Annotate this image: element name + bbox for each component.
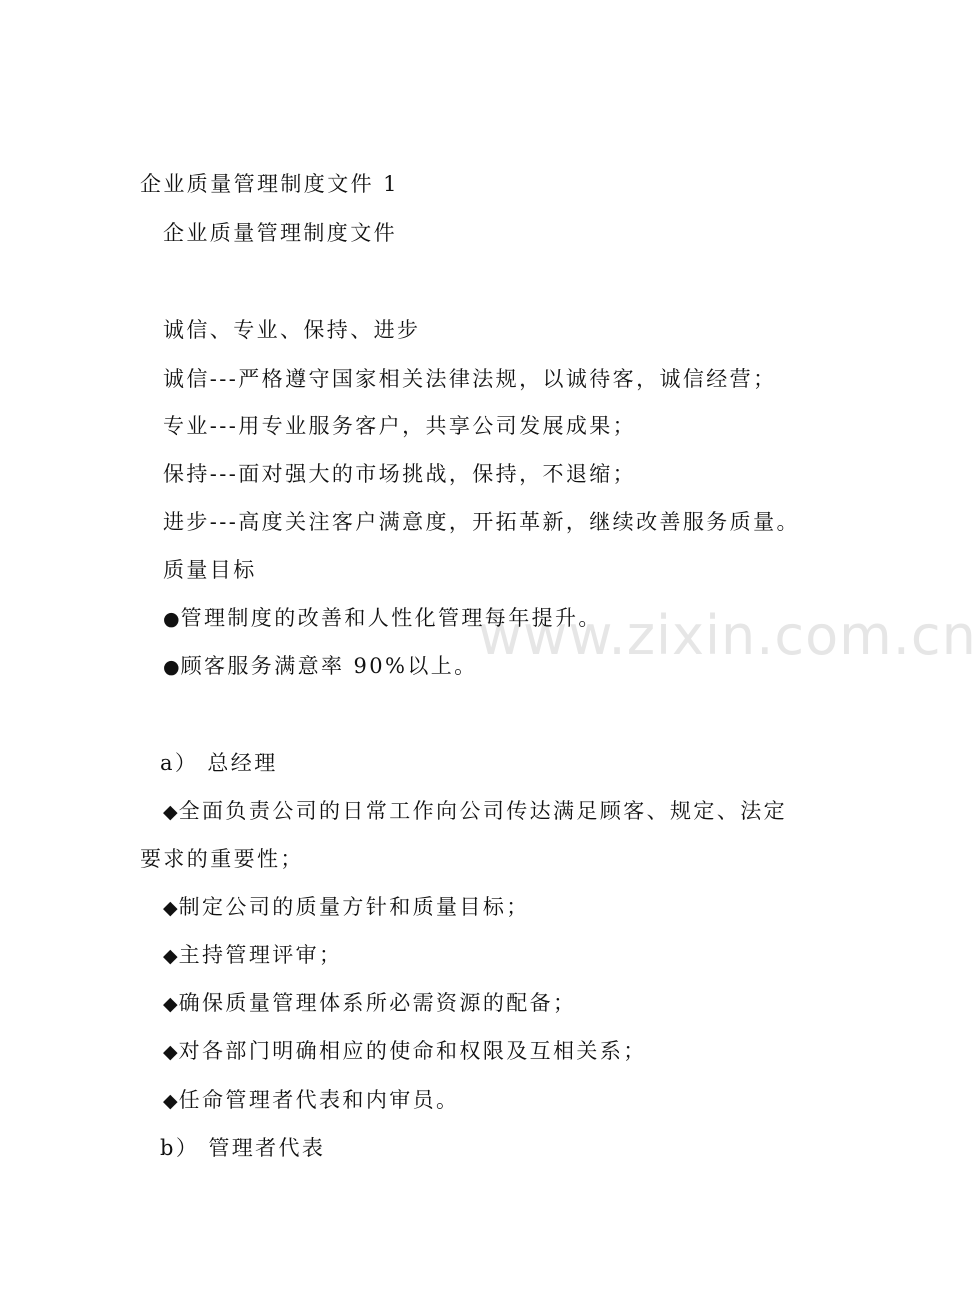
section-a-item-text: 主持管理评审； bbox=[178, 943, 343, 967]
section-a-heading: a） 总经理 bbox=[160, 751, 278, 775]
section-a-item-text: 确保质量管理体系所必需资源的配备； bbox=[178, 991, 577, 1015]
watermark: www.zixin.com.cn bbox=[478, 604, 977, 667]
bullet-diamond-icon: ◆ bbox=[163, 1041, 178, 1063]
bullet-dot-icon: ● bbox=[163, 656, 180, 678]
value-item-persistence: 保持---面对强大的市场挑战，保持，不退缩； bbox=[163, 462, 637, 486]
bullet-diamond-icon: ◆ bbox=[163, 1090, 178, 1112]
bullet-dot-icon: ● bbox=[163, 608, 180, 630]
values-heading: 诚信、专业、保持、进步 bbox=[163, 318, 421, 342]
goal-item bbox=[163, 652, 478, 681]
goal-item-text: 顾客服务满意率 90%以上。 bbox=[180, 654, 478, 678]
section-a-item-text: 对各部门明确相应的使命和权限及互相关系； bbox=[178, 1039, 647, 1063]
section-a-item-text: 任命管理者代表和内审员。 bbox=[178, 1088, 460, 1112]
section-a-item bbox=[163, 941, 342, 970]
bullet-diamond-icon: ◆ bbox=[163, 945, 178, 967]
goals-heading: 质量目标 bbox=[163, 558, 257, 582]
section-a-item-continuation: 要求的重要性； bbox=[140, 847, 304, 871]
section-b-heading: b） 管理者代表 bbox=[160, 1136, 326, 1160]
section-a-item-text: 全面负责公司的日常工作向公司传达满足顾客、规定、法定 bbox=[178, 799, 788, 823]
section-a-item bbox=[163, 989, 576, 1018]
value-item-integrity: 诚信---严格遵守国家相关法律法规，以诚待客，诚信经营； bbox=[163, 367, 777, 391]
value-item-progress: 进步---高度关注客户满意度，开拓革新，继续改善服务质量。 bbox=[163, 510, 800, 534]
bullet-diamond-icon: ◆ bbox=[163, 897, 178, 919]
section-a-item bbox=[163, 797, 787, 826]
document-subtitle: 企业质量管理制度文件 bbox=[163, 221, 397, 245]
value-item-professional: 专业---用专业服务客户，共享公司发展成果； bbox=[163, 414, 637, 438]
section-a-item bbox=[163, 893, 530, 922]
goal-item bbox=[163, 604, 602, 633]
section-a-item bbox=[163, 1086, 459, 1115]
section-a-item-text: 制定公司的质量方针和质量目标； bbox=[178, 895, 530, 919]
section-a-item bbox=[163, 1037, 647, 1066]
bullet-diamond-icon: ◆ bbox=[163, 801, 178, 823]
goal-item-text: 管理制度的改善和人性化管理每年提升。 bbox=[180, 606, 602, 630]
bullet-diamond-icon: ◆ bbox=[163, 993, 178, 1015]
document-title: 企业质量管理制度文件 1 bbox=[140, 172, 399, 196]
